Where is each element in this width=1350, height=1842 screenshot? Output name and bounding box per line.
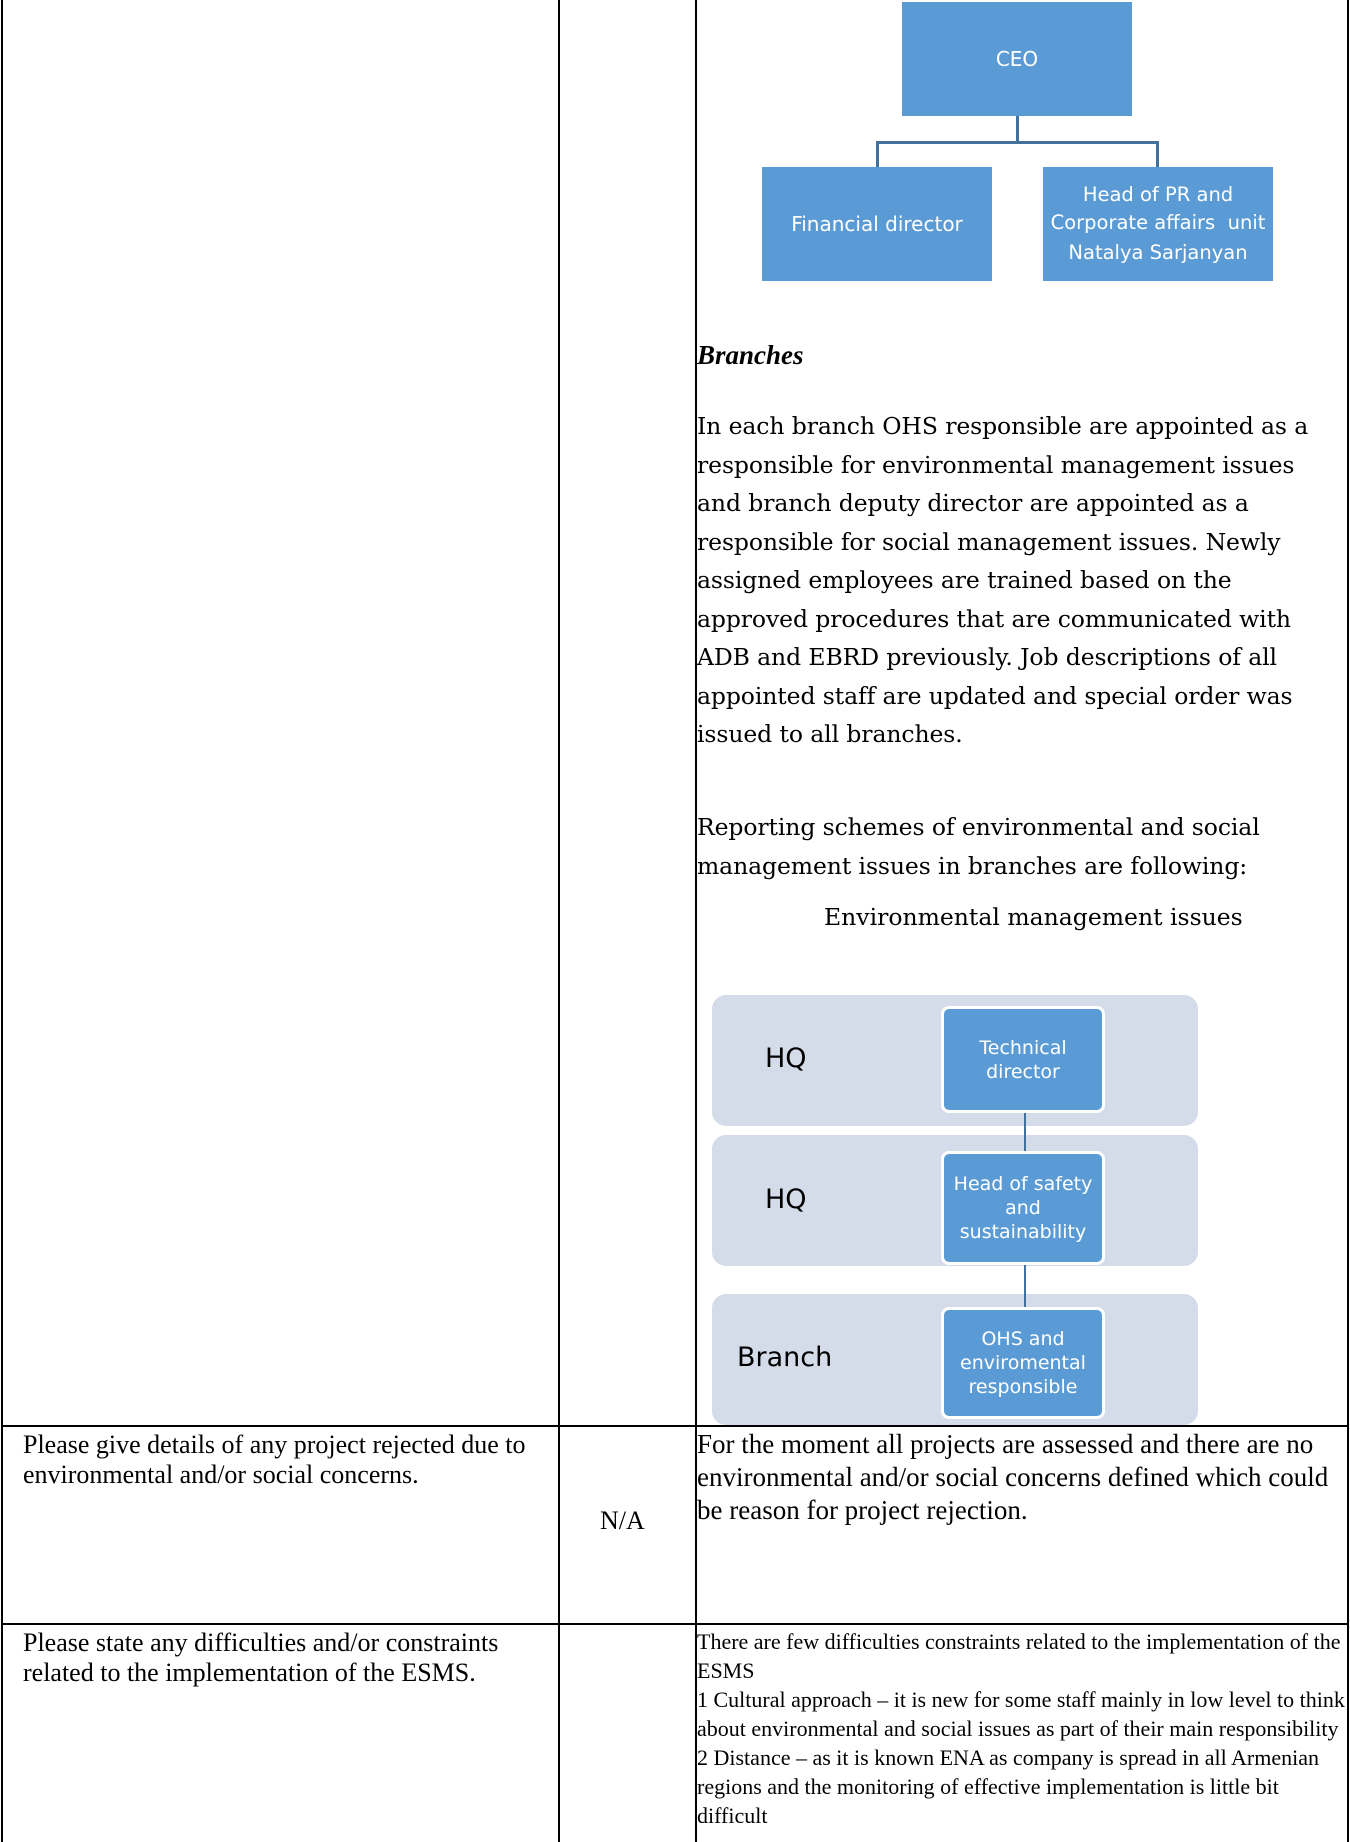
scheme-box-ohs-responsible: OHS and enviromental responsible bbox=[941, 1307, 1105, 1419]
branches-paragraph-2: Reporting schemes of environmental and social management issues in branches are following: bbox=[697, 813, 1260, 880]
row-1-status: N/A bbox=[600, 1506, 645, 1535]
row-divider-1 bbox=[1, 1425, 1349, 1427]
org-connector-horizontal bbox=[876, 141, 1159, 144]
row-divider-2 bbox=[1, 1623, 1349, 1625]
org-box-ceo: CEO bbox=[902, 2, 1132, 116]
scheme-label-hq-2: HQ bbox=[765, 1184, 807, 1215]
row-2-answer-line-1: There are few difficulties constraints related to the implementation of the ESMS bbox=[697, 1629, 1341, 1683]
column-divider-1 bbox=[558, 0, 560, 1842]
org-connector-vertical bbox=[1016, 116, 1019, 142]
org-head-pr-name: Natalya Sarjanyan bbox=[1068, 241, 1248, 264]
org-box-financial-director: Financial director bbox=[762, 167, 992, 281]
row-2-answer-line-2: 1 Cultural approach – it is new for some staff mainly in low level to think about environmental and social issues as part of their main responsibility bbox=[697, 1687, 1345, 1741]
row-2-answer-line-3: 2 Distance – as it is known ENA as company is spread in all Armenian regions and the monitoring of effective implementation is little bit difficult bbox=[697, 1745, 1319, 1828]
scheme-box-head-safety: Head of safety and sustainability bbox=[941, 1151, 1105, 1265]
scheme-label-branch: Branch bbox=[737, 1342, 833, 1373]
row-2-answer bbox=[697, 1627, 1345, 1830]
column-divider-2 bbox=[695, 0, 697, 1842]
scheme-label-hq-1: HQ bbox=[765, 1043, 807, 1074]
scheme-connector-1 bbox=[1024, 1110, 1026, 1153]
org-head-pr-line2: Corporate affairs unit bbox=[1050, 211, 1266, 234]
table-border-right bbox=[1347, 0, 1349, 1842]
org-head-pr-line1: Head of PR and bbox=[1082, 183, 1234, 206]
scheme-box-technical-director: Technical director bbox=[941, 1006, 1105, 1113]
row-1-question: Please give details of any project rejected due to environmental and/or social concerns. bbox=[23, 1430, 526, 1489]
scheme-title: Environmental management issues bbox=[824, 903, 1243, 931]
row-2-question: Please state any difficulties and/or constraints related to the implementation of the ESMS. bbox=[23, 1628, 499, 1687]
org-connector-right bbox=[1156, 141, 1159, 167]
org-box-head-pr bbox=[1043, 167, 1273, 281]
table-border-left bbox=[1, 0, 3, 1842]
branches-heading: Branches bbox=[697, 340, 804, 370]
row-1-answer: For the moment all projects are assessed and there are no environmental and/or social concerns defined which could be reason for project rejection. bbox=[697, 1429, 1329, 1525]
scheme-connector-2 bbox=[1024, 1262, 1026, 1312]
branches-paragraph-1: In each branch OHS responsible are appointed as a responsible for environmental management issues and branch deputy director are appointed as a responsible for social management issues. Newly assigned employees are trained based on the approved procedures that are communicated with ADB and EBRD previously. Job descriptions of all appointed staff are updated and special order was issued to all branches. bbox=[697, 412, 1309, 748]
org-connector-left bbox=[876, 141, 879, 167]
